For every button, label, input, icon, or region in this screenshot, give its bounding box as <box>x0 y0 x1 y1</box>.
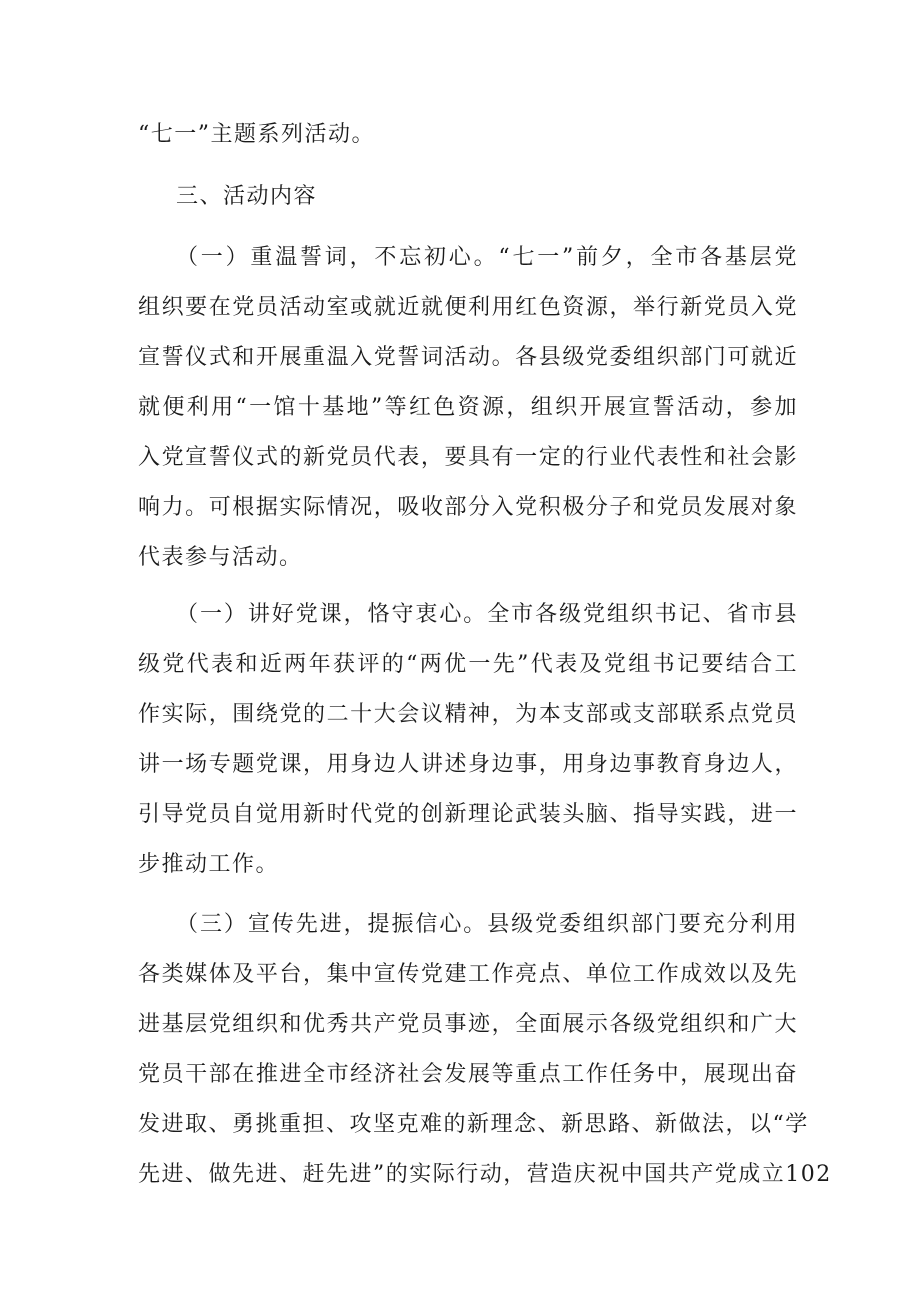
text-line: 党员干部在推进全市经济社会发展等重点工作任务中，展现出奋 <box>138 1062 798 1087</box>
text-line: 引导党员自觉用新时代党的创新理论武装头脑、指导实践，进一 <box>138 802 798 827</box>
text-line: 先进、做先进、赶先进”的实际行动，营造庆祝中国共产党成立102 <box>138 1162 832 1187</box>
text-line: 组织要在党员活动室或就近就便利用红色资源，举行新党员入党 <box>138 295 798 320</box>
text-line: （一）讲好党课，恪守衷心。全市各级党组织书记、省市县 <box>176 602 798 627</box>
text-line: 就便利用“一馆十基地”等红色资源，组织开展宣誓活动，参加 <box>138 395 798 420</box>
text-line: 响力。可根据实际情况，吸收部分入党积极分子和党员发展对象 <box>138 495 798 520</box>
text-line: 入党宣誓仪式的新党员代表，要具有一定的行业代表性和社会影 <box>138 445 798 470</box>
text-line: 发进取、勇挑重担、攻坚克难的新理念、新思路、新做法，以“学 <box>138 1112 809 1137</box>
text-line: 宣誓仪式和开展重温入党誓词活动。各县级党委组织部门可就近 <box>138 345 798 370</box>
text-line: 级党代表和近两年获评的“两优一先”代表及党组书记要结合工 <box>138 652 798 677</box>
text-line: 各类媒体及平台，集中宣传党建工作亮点、单位工作成效以及先 <box>138 962 798 987</box>
text-line: 作实际，围绕党的二十大会议精神，为本支部或支部联系点党员 <box>138 702 798 727</box>
text-line: 讲一场专题党课，用身边人讲述身边事，用身边事教育身边人， <box>138 752 798 777</box>
section-heading: 三、活动内容 <box>176 184 318 209</box>
text-line: （三）宣传先进，提振信心。县级党委组织部门要充分利用 <box>176 912 798 937</box>
text-line: 进基层党组织和优秀共产党员事迹，全面展示各级党组织和广大 <box>138 1012 798 1037</box>
text-line: （一）重温誓词，不忘初心。“七一”前夕，全市各基层党 <box>176 245 798 270</box>
text-line: “七一”主题系列活动。 <box>138 122 375 147</box>
text-line: 代表参与活动。 <box>138 545 303 570</box>
text-line: 步推动工作。 <box>138 852 280 877</box>
